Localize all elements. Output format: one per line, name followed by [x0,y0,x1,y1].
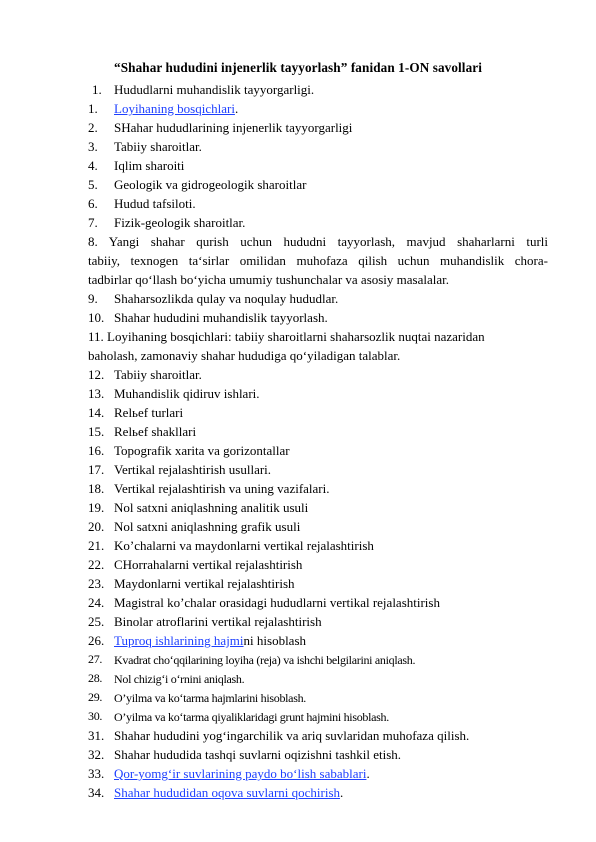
list-item [88,384,548,403]
list-item [88,650,548,669]
item-text: CHorrahalarni vertikal rejalashtirish [114,557,303,572]
item-number: 25. [88,614,105,629]
item-text: Kvadrat cho‘qqilarining loyiha (reja) va ishchi belgilarini aniqlash. [114,653,416,667]
list-item [88,194,548,213]
item-number: 34. [88,785,105,800]
item-text: O’yilma va ko‘tarma qiyaliklaridagi grunt hajmini hisoblash. [114,710,389,724]
item-text-suffix: . [366,766,370,781]
item-number: 4. [88,158,98,173]
list-item [88,156,548,175]
list-item [88,308,548,327]
item-number: 28. [88,671,103,685]
item-number: 24. [88,595,105,610]
item-text: Maydonlarni vertikal rejalashtirish [114,576,295,591]
question-8-line-3: tadbirlar qo‘llash bo‘yicha umumiy tushunchalar va asosiy masalalar. [88,272,450,287]
item-number: 26. [88,633,105,648]
item-text: Vertikal rejalashtirish va uning vazifalari. [114,481,330,496]
item-number: 14. [88,405,105,420]
item-number: 13. [88,386,105,401]
item-text [114,783,343,802]
list-item [88,80,548,99]
item-text: Tabiiy sharoitlar. [114,139,202,154]
item-text: Tabiiy sharoitlar. [114,367,202,382]
item-text [114,631,306,650]
list-item [88,517,548,536]
list-item [88,707,548,726]
item-text: Muhandislik qidiruv ishlari. [114,386,260,401]
item-text: Geologik va gidrogeologik sharoitlar [114,177,307,192]
item-text: Shahar hududini yog‘ingarchilik va ariq suvlaridan muhofaza qilish. [114,728,470,743]
item-text: Nol satxni aniqlashning grafik usuli [114,519,301,534]
list-item [88,99,548,118]
question-11-line-1: 11. Loyihaning bosqichlari: tabiiy sharoitlarni shaharsozlik nuqtai nazaridan [88,329,485,344]
list-item [88,137,548,156]
list-item [88,175,548,194]
list-item [88,460,548,479]
item-number: 27. [88,652,103,666]
item-number: 6. [88,196,98,211]
item-text: Hudud tafsiloti. [114,196,196,211]
item-number: 31. [88,728,105,743]
item-text: Relьef turlari [114,405,184,420]
question-8-line-2: tabiiy, texnogen ta‘sirlar omilidan muhofaza qilish uchun muhandislik chora- [88,253,548,268]
item-number: 32. [88,747,105,762]
list-item [88,669,548,688]
list-item [88,403,548,422]
list-item [88,422,548,441]
list-item [88,574,548,593]
item-number: 9. [88,291,98,306]
list-item [88,118,548,137]
list-item [88,726,548,745]
list-item [88,593,548,612]
item-number: 5. [88,177,98,192]
item-text: Nol chizig‘i o‘rnini aniqlash. [114,672,245,686]
list-item [88,783,548,802]
list-item [88,289,548,308]
list-item [88,213,548,232]
list-item [88,536,548,555]
list-item [88,612,548,631]
item-text-suffix: . [340,785,344,800]
item-number: 10. [88,310,105,325]
item-text: Topografik xarita va gorizontallar [114,443,290,458]
item-text: Nol satxni aniqlashning analitik usuli [114,500,309,515]
item-number: 18. [88,481,105,496]
item-text: Hududlarni muhandislik tayyorgarligi. [114,82,315,97]
item-number: 21. [88,538,105,553]
item-number: 23. [88,576,105,591]
list-item [88,688,548,707]
item-text: Relьef shakllari [114,424,197,439]
question-8-line-1: 8. Yangi shahar qurish uchun hududni tayyorlash, mavjud shaharlarni turli [88,234,548,249]
item-text [114,764,370,783]
item-number: 3. [88,139,98,154]
item-number: 17. [88,462,105,477]
item-text: Iqlim sharoiti [114,158,185,173]
item-text: Ko’chalarni va maydonlarni vertikal rejalashtirish [114,538,374,553]
item-text [114,99,238,118]
page-title: “Shahar hududini injenerlik tayyorlash” fanidan 1-ON savollari [114,60,482,75]
list-item [88,631,548,650]
list-item [88,745,548,764]
item-text: O’yilma va ko‘tarma hajmlarini hisoblash. [114,691,306,705]
list-item [88,498,548,517]
list-item [88,365,548,384]
item-text: SHahar hududlarining injenerlik tayyorgarligi [114,120,353,135]
item-text-suffix: . [234,101,239,116]
item-number: 1. [92,82,102,97]
question-list [88,80,548,802]
item-number: 30. [88,709,103,723]
item-number: 12. [88,367,105,382]
item-text: Shaharsozlikda qulay va noqulay hududlar. [114,291,339,306]
item-number: 1. [88,101,98,116]
hyperlink[interactable]: Shahar hududidan oqova suvlarni qochirish [114,785,341,800]
list-item [88,479,548,498]
item-number: 29. [88,690,103,704]
hyperlink[interactable]: Qor-yomg‘ir suvlarining paydo bo‘lish sabablari [114,766,367,781]
question-11 [88,327,548,365]
list-item [88,441,548,460]
item-number: 22. [88,557,105,572]
item-number: 20. [88,519,105,534]
item-number: 19. [88,500,105,515]
hyperlink[interactable]: Tuproq ishlarining hajmi [114,633,244,648]
item-text: Magistral ko’chalar orasidagi hududlarni vertikal rejalashtirish [114,595,440,610]
item-text: Binolar atroflarini vertikal rejalashtirish [114,614,322,629]
item-text-suffix: ni hisoblash [243,633,307,648]
item-number: 15. [88,424,105,439]
item-number: 7. [88,215,98,230]
list-item [88,555,548,574]
question-11-line-2: baholash, zamonaviy shahar hududiga qo‘yiladigan talablar. [88,348,401,363]
item-number: 33. [88,766,105,781]
item-text: Shahar hududini muhandislik tayyorlash. [114,310,328,325]
list-item [88,764,548,783]
item-text: Shahar hududida tashqi suvlarni oqizishni tashkil etish. [114,747,402,762]
item-text: Vertikal rejalashtirish usullari. [114,462,272,477]
question-8 [88,232,548,289]
item-text: Fizik-geologik sharoitlar. [114,215,246,230]
item-number: 2. [88,120,98,135]
item-number: 16. [88,443,105,458]
hyperlink[interactable]: Loyihaning bosqichlari [114,101,235,116]
